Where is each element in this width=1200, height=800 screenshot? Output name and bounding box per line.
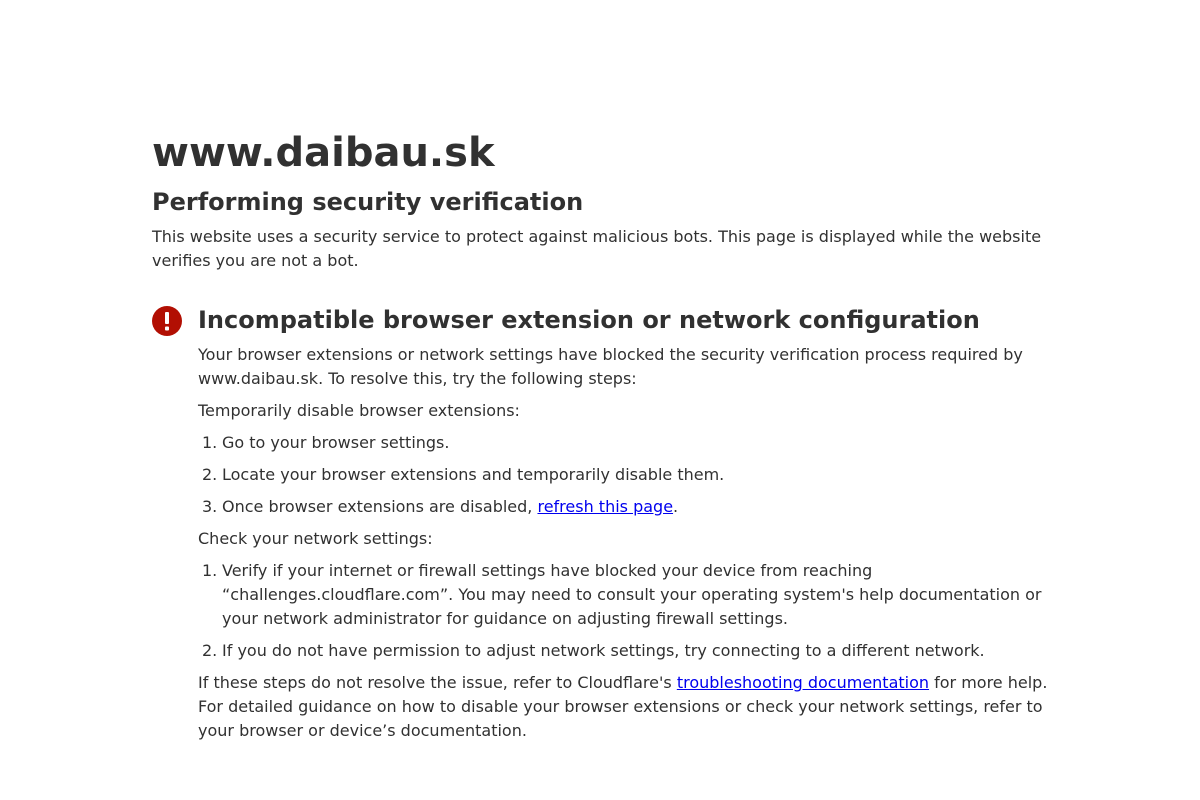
step-text: Locate your browser extensions and temporarily disable them. bbox=[222, 465, 725, 484]
error-description: Your browser extensions or network settings have blocked the security verification process required by www.daibau.sk. To resolve this, try the following steps: bbox=[198, 345, 1023, 388]
list-item bbox=[198, 463, 1052, 487]
step-number: 2. bbox=[202, 465, 218, 484]
troubleshooting-docs-link[interactable]: troubleshooting documentation bbox=[676, 673, 930, 692]
page-container bbox=[152, 131, 1052, 743]
list-item bbox=[198, 639, 1052, 663]
page-subtitle: Performing security verification bbox=[152, 188, 584, 216]
step-text: If you do not have permission to adjust network settings, try connecting to a different network. bbox=[222, 641, 985, 660]
list-item bbox=[198, 495, 1052, 519]
footer-text-end: for more help. For detailed guidance on how to disable your browser extensions or check your network settings, refer to your browser or device’s documentation. bbox=[198, 673, 1048, 740]
exclamation-circle-icon bbox=[152, 306, 182, 336]
error-title: Incompatible browser extension or network configuration bbox=[198, 306, 980, 334]
network-steps bbox=[198, 559, 1052, 663]
network-label: Check your network settings: bbox=[198, 529, 433, 548]
site-name: www.daibau.sk bbox=[152, 130, 495, 176]
error-section bbox=[152, 305, 1052, 743]
footer-text-start: If these steps do not resolve the issue, refer to Cloudflare's bbox=[198, 673, 677, 692]
step-text: Once browser extensions are disabled, bbox=[222, 497, 538, 516]
list-item bbox=[198, 431, 1052, 455]
step-text: Go to your browser settings. bbox=[222, 433, 450, 452]
step-number: 1. bbox=[202, 561, 218, 580]
intro-text: This website uses a security service to protect against malicious bots. This page is displayed while the website verifies you are not a bot. bbox=[152, 227, 1042, 270]
list-item bbox=[198, 559, 1052, 631]
extensions-steps bbox=[198, 431, 1052, 519]
refresh-page-link[interactable]: refresh this page bbox=[537, 497, 674, 516]
step-number: 2. bbox=[202, 641, 218, 660]
step-number: 1. bbox=[202, 433, 218, 452]
step-text: Verify if your internet or firewall settings have blocked your device from reaching “challenges.cloudflare.com”. You may need to consult your operating system's help documentation or your network administrator for guidance on adjusting firewall settings. bbox=[222, 561, 1042, 628]
step-number: 3. bbox=[202, 497, 218, 516]
help-footer bbox=[198, 671, 1052, 743]
extensions-label: Temporarily disable browser extensions: bbox=[198, 401, 520, 420]
step-text-end: . bbox=[673, 497, 679, 516]
